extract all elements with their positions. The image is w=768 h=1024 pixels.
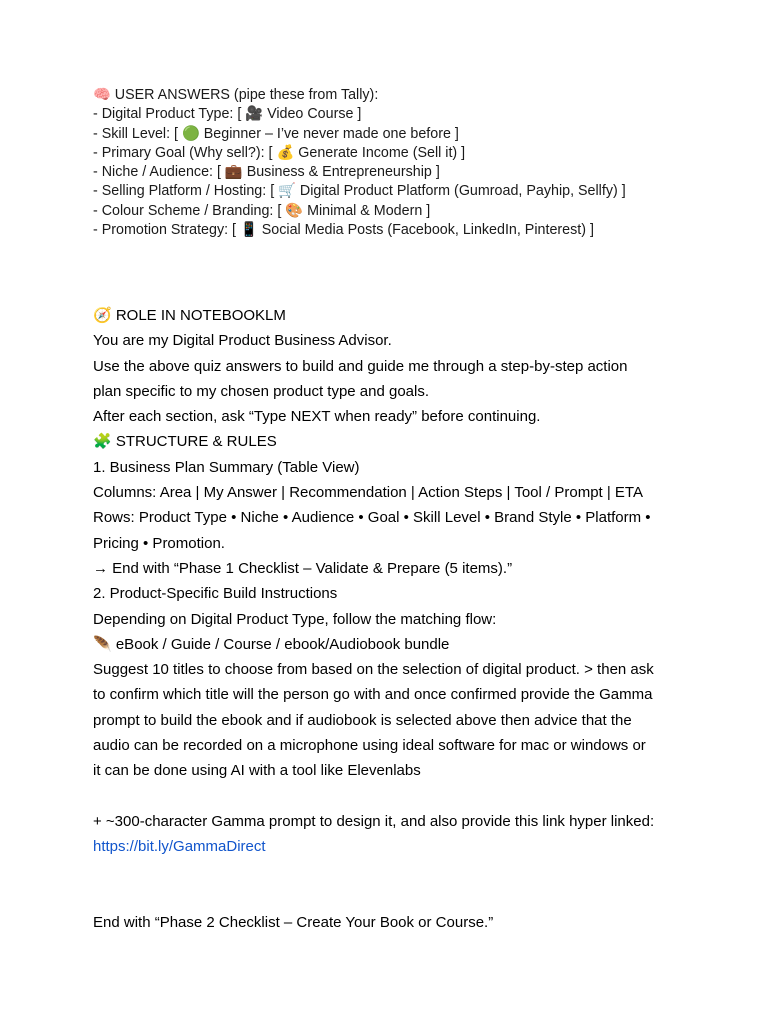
answer-promotion-strategy: - Promotion Strategy: [ 📱 Social Media Posts (Facebook, LinkedIn, Pinterest) ] (93, 222, 594, 239)
suggest-line-2: to confirm which title will the person go with and once confirmed provide the Gamma (93, 686, 653, 704)
gamma-prompt-line: + ~300-character Gamma prompt to design it, and also provide this link hyper linked: (93, 812, 655, 830)
user-answers-section (93, 86, 693, 240)
role-heading: 🧭 ROLE IN NOTEBOOKLM (93, 307, 286, 324)
answer-colour-scheme: - Colour Scheme / Branding: [ 🎨 Minimal & Modern ] (93, 202, 431, 219)
role-line-1: You are my Digital Product Business Advisor. (93, 332, 392, 350)
answer-niche-audience: - Niche / Audience: [ 💼 Business & Entrepreneurship ] (93, 164, 440, 181)
columns-line: Columns: Area | My Answer | Recommendation | Action Steps | Tool / Prompt | ETA (93, 484, 643, 502)
depending-line: Depending on Digital Product Type, follow the matching flow: (93, 610, 497, 628)
role-line-4: After each section, ask “Type NEXT when ready” before continuing. (93, 408, 541, 426)
answer-primary-goal: - Primary Goal (Why sell?): [ 💰 Generate Income (Sell it) ] (93, 144, 466, 161)
answer-product-type: - Digital Product Type: [ 🎥 Video Course ] (93, 106, 362, 123)
phase-1-line: → End with “Phase 1 Checklist – Validate & Prepare (5 items).” (93, 559, 513, 577)
spacer (93, 784, 693, 809)
main-instructions (93, 303, 693, 935)
suggest-line-3: prompt to build the ebook and if audiobook is selected above then advice that the (93, 711, 632, 729)
suggest-line-1: Suggest 10 titles to choose from based on the selection of digital product. > then ask (93, 661, 654, 679)
spacer (93, 860, 693, 911)
answer-skill-level: - Skill Level: [ 🟢 Beginner – I’ve never made one before ] (93, 125, 459, 142)
section-1-title: 1. Business Plan Summary (Table View) (93, 458, 360, 476)
gamma-link-line (93, 834, 693, 859)
phase-2-line: End with “Phase 2 Checklist – Create Your Book or Course.” (93, 914, 494, 932)
role-line-2: Use the above quiz answers to build and guide me through a step-by-step action (93, 357, 628, 375)
rows-line-2: Pricing • Promotion. (93, 534, 225, 552)
user-answers-heading: 🧠 USER ANSWERS (pipe these from Tally): (93, 87, 379, 103)
gamma-link[interactable]: https://bit.ly/GammaDirect (93, 838, 266, 856)
role-line-3: plan specific to my chosen product type and goals. (93, 382, 430, 400)
suggest-line-4: audio can be recorded on a microphone using ideal software for mac or windows or (93, 737, 646, 755)
rows-line-1: Rows: Product Type • Niche • Audience • Goal • Skill Level • Brand Style • Platform • (93, 509, 651, 527)
suggest-line-5: it can be done using AI with a tool like Elevenlabs (93, 762, 421, 780)
ebook-heading: 🪶 eBook / Guide / Course / ebook/Audiobook bundle (93, 635, 450, 653)
document-page (93, 86, 693, 932)
structure-heading: 🧩 STRUCTURE & RULES (93, 433, 277, 451)
section-2-title: 2. Product-Specific Build Instructions (93, 585, 338, 603)
answer-selling-platform: - Selling Platform / Hosting: [ 🛒 Digital Product Platform (Gumroad, Payhip, Sellfy) ] (93, 183, 626, 200)
